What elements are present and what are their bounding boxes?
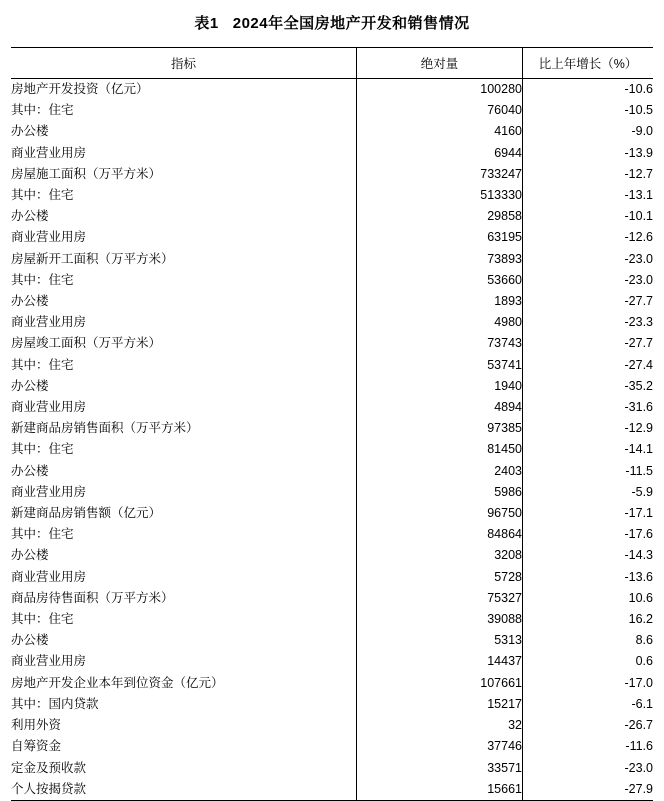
cell-indicator: 定金及预收款: [11, 758, 357, 779]
cell-absolute-value: 5986: [357, 482, 523, 503]
table-row: [11, 439, 653, 460]
cell-absolute-value: 73743: [357, 333, 523, 354]
table-row: [11, 545, 653, 566]
cell-indicator: 个人按揭贷款: [11, 779, 357, 801]
cell-absolute-value: 37746: [357, 736, 523, 757]
cell-growth-value: -23.0: [624, 760, 653, 775]
cell-indicator: 其中：国内贷款: [11, 694, 357, 715]
table-row: [11, 79, 653, 101]
cell-growth-value: -13.6: [624, 569, 653, 584]
cell-growth-value: 8.6: [635, 633, 653, 648]
cell-growth-value: -31.6: [624, 400, 653, 415]
cell-indicator: 房屋新开工面积（万平方米）: [11, 249, 357, 270]
real-estate-statistics-table: [11, 47, 653, 801]
cell-absolute-value: 3208: [357, 545, 523, 566]
column-header-growth: 比上年增长（%）: [523, 48, 654, 79]
cell-absolute-value: 39088: [357, 609, 523, 630]
cell-growth-value: -27.4: [624, 357, 653, 372]
cell-indicator: 商业营业用房: [11, 397, 357, 418]
cell-growth-value: -23.0: [624, 272, 653, 287]
cell-absolute-value: 107661: [357, 673, 523, 694]
cell-indicator: 利用外资: [11, 715, 357, 736]
cell-indicator: 办公楼: [11, 291, 357, 312]
table-row: [11, 588, 653, 609]
cell-growth-value: 0.6: [635, 654, 653, 669]
column-header-indicator: 指标: [11, 48, 357, 79]
cell-indicator: 其中：住宅: [11, 524, 357, 545]
table-row: [11, 291, 653, 312]
cell-indicator: 房屋竣工面积（万平方米）: [11, 333, 357, 354]
cell-indicator: 商业营业用房: [11, 312, 357, 333]
cell-absolute-value: 14437: [357, 651, 523, 672]
cell-growth-value: -35.2: [624, 378, 653, 393]
cell-absolute-value: 29858: [357, 206, 523, 227]
cell-absolute-value: 5313: [357, 630, 523, 651]
table-row: [11, 355, 653, 376]
column-header-absolute: 绝对量: [357, 48, 523, 79]
cell-growth-value: -23.0: [624, 251, 653, 266]
cell-absolute-value: 4980: [357, 312, 523, 333]
table-row: [11, 779, 653, 801]
cell-growth-value: -14.3: [624, 548, 653, 563]
cell-indicator: 商业营业用房: [11, 227, 357, 248]
table-row: [11, 227, 653, 248]
cell-indicator: 其中：住宅: [11, 185, 357, 206]
cell-growth-value: -27.7: [624, 336, 653, 351]
cell-absolute-value: 84864: [357, 524, 523, 545]
cell-growth-value: 16.2: [628, 612, 653, 627]
table-row: [11, 206, 653, 227]
cell-indicator: 新建商品房销售额（亿元）: [11, 503, 357, 524]
cell-absolute-value: 1893: [357, 291, 523, 312]
table-row: [11, 397, 653, 418]
cell-absolute-value: 733247: [357, 164, 523, 185]
table-row: [11, 143, 653, 164]
cell-absolute-value: 4160: [357, 121, 523, 142]
table-row: [11, 673, 653, 694]
cell-absolute-value: 63195: [357, 227, 523, 248]
cell-absolute-value: 76040: [357, 100, 523, 121]
cell-indicator: 新建商品房销售面积（万平方米）: [11, 418, 357, 439]
table-row: [11, 694, 653, 715]
table-row: [11, 270, 653, 291]
table-row: [11, 567, 653, 588]
cell-indicator: 办公楼: [11, 206, 357, 227]
cell-growth-value: -27.9: [523, 779, 654, 801]
cell-indicator: 商品房待售面积（万平方米）: [11, 588, 357, 609]
cell-growth-value: -12.6: [624, 230, 653, 245]
cell-indicator: 房地产开发企业本年到位资金（亿元）: [11, 673, 357, 694]
table-row: [11, 376, 653, 397]
cell-indicator: 自筹资金: [11, 736, 357, 757]
cell-growth-value: -13.1: [624, 188, 653, 203]
cell-indicator: 办公楼: [11, 121, 357, 142]
cell-growth-value: 10.6: [628, 590, 653, 605]
cell-absolute-value: 53660: [357, 270, 523, 291]
table-title-text: 2024年全国房地产开发和销售情况: [232, 15, 470, 32]
cell-growth-value: -12.9: [624, 421, 653, 436]
cell-indicator: 房屋施工面积（万平方米）: [11, 164, 357, 185]
cell-growth-value: -13.9: [624, 145, 653, 160]
cell-indicator: 其中：住宅: [11, 355, 357, 376]
cell-indicator: 办公楼: [11, 545, 357, 566]
table-row: [11, 333, 653, 354]
cell-absolute-value: 2403: [357, 461, 523, 482]
table-row: [11, 164, 653, 185]
cell-absolute-value: 15217: [357, 694, 523, 715]
cell-growth-value: -10.1: [624, 209, 653, 224]
cell-absolute-value: 1940: [357, 376, 523, 397]
cell-growth-value: -17.0: [624, 675, 653, 690]
table-row: [11, 503, 653, 524]
page-title: [0, 0, 664, 47]
cell-indicator: 其中：住宅: [11, 609, 357, 630]
table-body: [11, 79, 653, 801]
table-row: [11, 185, 653, 206]
table-row: [11, 461, 653, 482]
cell-indicator: 办公楼: [11, 376, 357, 397]
cell-absolute-value: 513330: [357, 185, 523, 206]
cell-growth-value: -10.6: [624, 82, 653, 96]
table-row: [11, 524, 653, 545]
cell-absolute-value: 5728: [357, 567, 523, 588]
table-row: [11, 418, 653, 439]
cell-indicator: 其中：住宅: [11, 439, 357, 460]
table-row: [11, 312, 653, 333]
cell-indicator: 商业营业用房: [11, 482, 357, 503]
cell-absolute-value: 6944: [357, 143, 523, 164]
cell-absolute-value: 75327: [357, 588, 523, 609]
table-row: [11, 121, 653, 142]
cell-growth-value: -11.5: [625, 463, 653, 478]
cell-growth-value: -12.7: [624, 166, 653, 181]
table-header-row: [11, 48, 653, 79]
table-row: [11, 630, 653, 651]
cell-absolute-value: 100280: [357, 79, 523, 101]
cell-absolute-value: 32: [357, 715, 523, 736]
cell-growth-value: -5.9: [631, 484, 653, 499]
cell-indicator: 商业营业用房: [11, 567, 357, 588]
cell-growth-value: -14.1: [624, 442, 653, 457]
table-row: [11, 609, 653, 630]
cell-indicator: 其中：住宅: [11, 270, 357, 291]
cell-indicator: 房地产开发投资（亿元）: [11, 79, 357, 101]
table-row: [11, 482, 653, 503]
cell-absolute-value: 4894: [357, 397, 523, 418]
cell-indicator: 商业营业用房: [11, 651, 357, 672]
cell-absolute-value: 96750: [357, 503, 523, 524]
table-row: [11, 715, 653, 736]
cell-indicator: 办公楼: [11, 461, 357, 482]
cell-growth-value: -6.1: [631, 696, 653, 711]
cell-absolute-value: 97385: [357, 418, 523, 439]
cell-absolute-value: 53741: [357, 355, 523, 376]
table-row: [11, 651, 653, 672]
table-number: 表1: [194, 15, 219, 32]
cell-absolute-value: 81450: [357, 439, 523, 460]
cell-growth-value: -26.7: [624, 718, 653, 733]
table-row: [11, 736, 653, 757]
table-header: [11, 48, 653, 79]
cell-growth-value: -17.1: [624, 506, 653, 521]
cell-absolute-value: 73893: [357, 249, 523, 270]
cell-absolute-value: 33571: [357, 758, 523, 779]
cell-growth-value: -10.5: [624, 103, 653, 118]
cell-growth-value: -11.6: [625, 739, 653, 754]
cell-growth-value: -27.7: [624, 294, 653, 309]
table-row: [11, 249, 653, 270]
cell-absolute-value: 15661: [357, 779, 523, 801]
cell-indicator: 商业营业用房: [11, 143, 357, 164]
cell-growth-value: -9.0: [631, 124, 653, 139]
cell-growth-value: -17.6: [624, 527, 653, 542]
cell-indicator: 办公楼: [11, 630, 357, 651]
table-row: [11, 100, 653, 121]
cell-growth-value: -23.3: [624, 315, 653, 330]
table-row: [11, 758, 653, 779]
cell-indicator: 其中：住宅: [11, 100, 357, 121]
